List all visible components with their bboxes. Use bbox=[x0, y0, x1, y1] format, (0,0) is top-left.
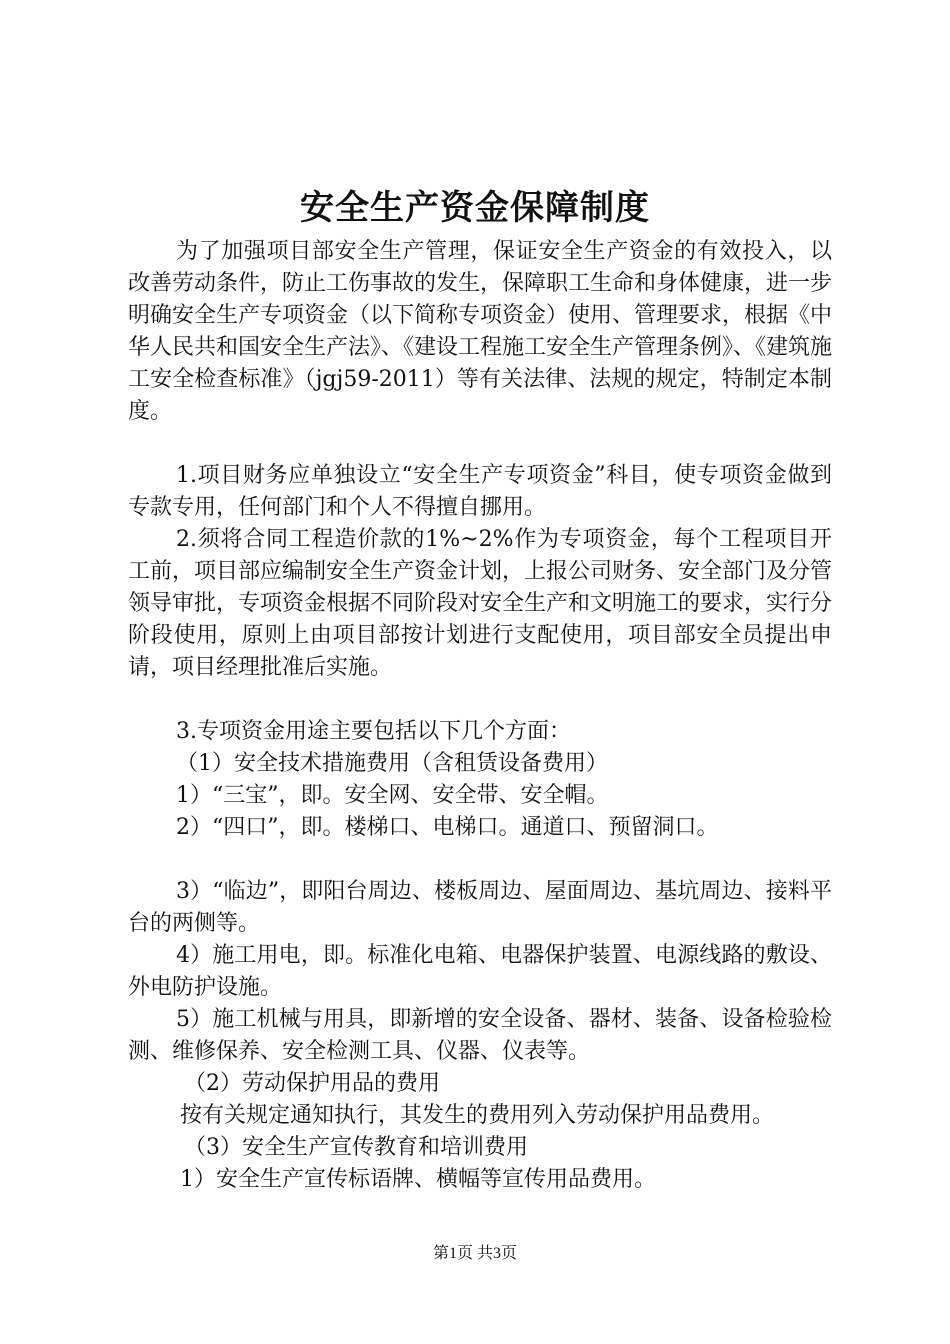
paragraph-item-1: 1.项目财务应单独设立“安全生产专项资金”科目，使专项资金做到专款专用，任何部门和个人不得擅自挪用。 bbox=[128, 463, 832, 520]
paragraph-item-3: 3.专项资金用途主要包括以下几个方面： bbox=[176, 719, 571, 744]
paragraph-item-2: 2.须将合同工程造价款的1%~2%作为专项资金，每个工程项目开工前，项目部应编制安全生产资金计划，上报公司财务、安全部门及分管领导审批，专项资金根据不同阶段对安全生产和文明施工的要求，实行分阶段使用，原则上由项目部按计划进行支配使用，项目部安全员提出申请，项目经理批准后实施。 bbox=[128, 527, 833, 680]
paragraph-sub-1-3: 3）“临边”，即阳台周边、楼板周边、屋面周边、基坑周边、接料平台的两侧等。 bbox=[128, 879, 832, 936]
document-title: 安全生产资金保障制度 bbox=[300, 188, 650, 228]
paragraph-sub-1: （1）安全技术措施费用（含租赁设备费用） bbox=[176, 751, 608, 776]
paragraph-sub-1-2: 2）“四口”，即。楼梯口、电梯口。通道口、预留洞口。 bbox=[176, 815, 719, 840]
paragraph-sub-2-text: 按有关规定通知执行，其发生的费用列入劳动保护用品费用。 bbox=[180, 1103, 775, 1128]
paragraph-sub-2: （2）劳动保护用品的费用 bbox=[184, 1071, 440, 1096]
document-body bbox=[128, 236, 832, 1196]
paragraph-sub-1-1: 1）“三宝”，即。安全网、安全带、安全帽。 bbox=[176, 783, 609, 808]
paragraph-sub-3: （3）安全生产宣传教育和培训费用 bbox=[184, 1135, 528, 1160]
paragraph-sub-1-5: 5）施工机械与用具，即新增的安全设备、器材、装备、设备检验检测、维修保养、安全检测工具、仪器、仪表等。 bbox=[128, 1007, 832, 1064]
paragraph-gap bbox=[128, 844, 832, 876]
page-footer: 第1页 共3页 bbox=[432, 1245, 517, 1262]
paragraph-intro: 为了加强项目部安全生产管理，保证安全生产资金的有效投入，以改善劳动条件，防止工伤事故的发生，保障职工生命和身体健康，进一步明确安全生产专项资金（以下简称专项资金）使用、管理要求，根据《中华人民共和国安全生产法》、《建设工程施工安全生产管理条例》、《建筑施工安全检查标准》（jgj59-2011）等有关法律、法规的规定，特制定本制度。 bbox=[128, 239, 833, 424]
paragraph-sub-3-1: 1）安全生产宣传标语牌、横幅等宣传用品费用。 bbox=[180, 1167, 656, 1192]
paragraph-sub-1-4: 4）施工用电，即。标准化电箱、电器保护装置、电源线路的敷设、外电防护设施。 bbox=[128, 943, 832, 1000]
paragraph-gap bbox=[128, 684, 832, 716]
paragraph-gap bbox=[128, 428, 832, 460]
